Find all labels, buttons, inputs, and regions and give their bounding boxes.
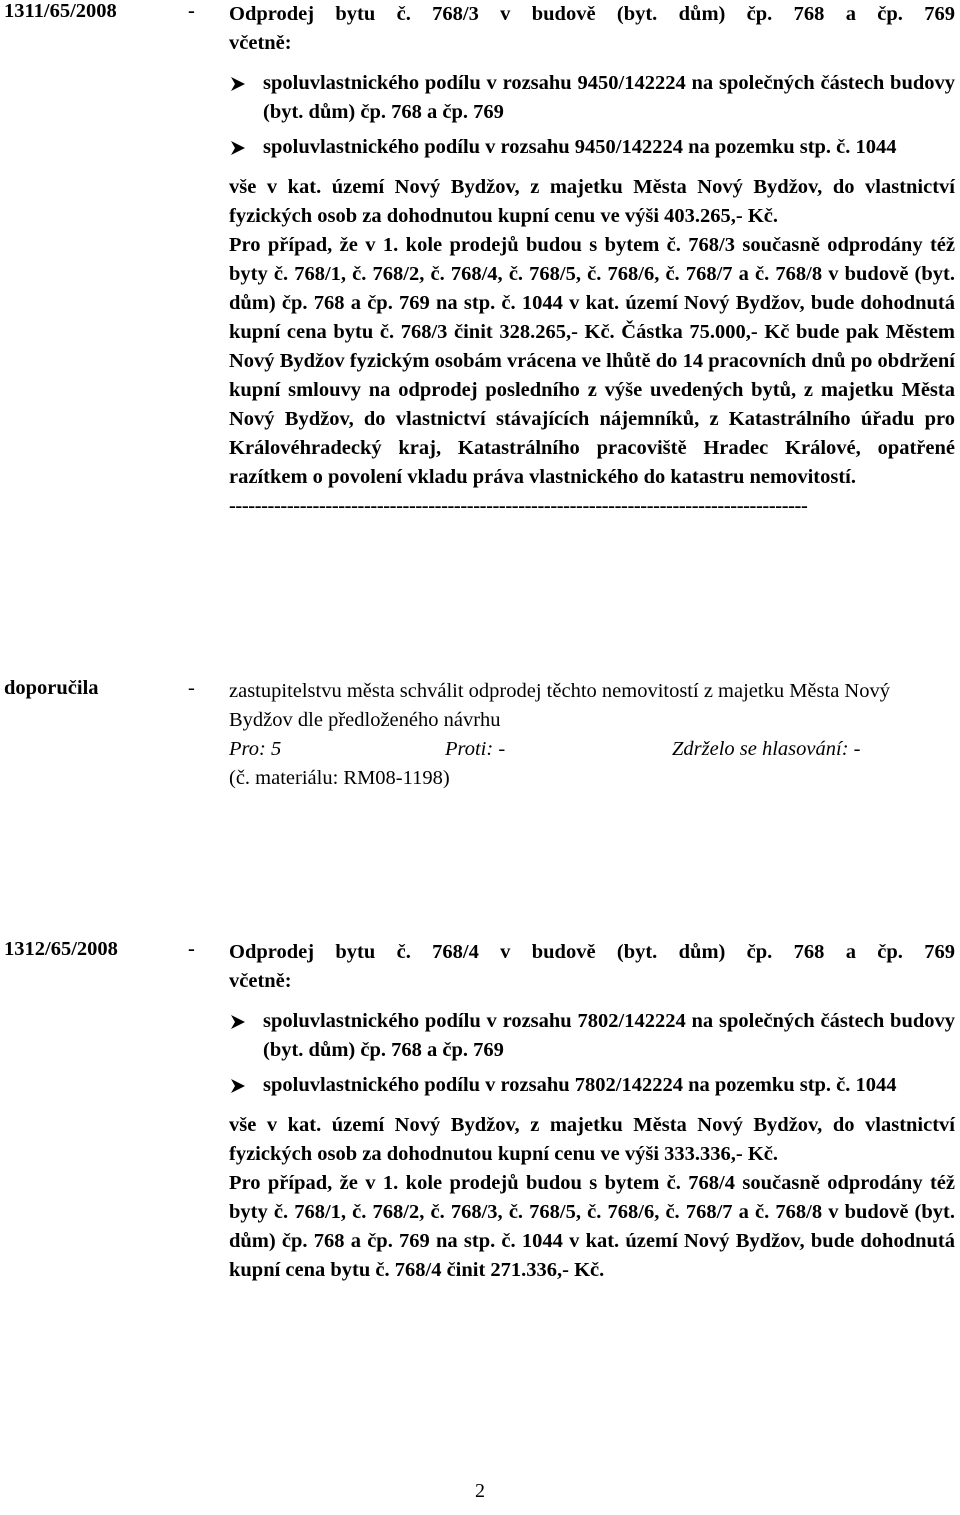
resolution-paragraph: Pro případ, že v 1. kole prodejů budou s bytem č. 768/4 současně odprodány též byty č. 768/1, č. 768/2, č. 768/3, č. 768/5, č. 768/6, č. 768/7 a č. 768/8 v budově (byt. dům) čp. 768 a čp. 769 na stp. č. 1044 v kat. území Nový Bydžov, bude dohodnutá kupní cena bytu č. 768/4 činit 271.336,- Kč. <box>229 1172 955 1281</box>
bullet-text: spoluvlastnického podílu v rozsahu 7802/142224 na pozemku stp. č. 1044 <box>263 1074 897 1096</box>
resolution-paragraph: vše v kat. území Nový Bydžov, z majetku Města Nový Bydžov, do vlastnictví fyzických osob za dohodnutou kupní cenu ve výši 403.265,- Kč. <box>229 176 955 227</box>
resolution-dash: - <box>188 0 195 22</box>
resolution-id: 1311/65/2008 <box>4 0 117 22</box>
bullet-list <box>229 1007 955 1100</box>
arrow-bullet-icon <box>229 1071 247 1100</box>
list-item <box>229 133 955 162</box>
arrow-bullet-icon <box>229 1007 247 1036</box>
resolution-title: Odprodej bytu č. 768/3 v budově (byt. dům) čp. 768 a čp. 769 <box>229 3 955 25</box>
resolution-title-cont: včetně: <box>229 32 292 54</box>
page-number: 2 <box>475 1480 485 1502</box>
resolution-body <box>229 938 955 1285</box>
list-item <box>229 1007 955 1065</box>
vote-zdrzelo: Zdrželo se hlasování: - <box>672 738 861 760</box>
material-number: (č. materiálu: RM08-1198) <box>229 767 450 789</box>
resolution-dash: - <box>188 938 195 960</box>
resolution-title: Odprodej bytu č. 768/4 v budově (byt. dům) čp. 768 a čp. 769 <box>229 941 955 963</box>
recommendation-label: doporučila <box>4 677 99 699</box>
resolution-paragraph: vše v kat. území Nový Bydžov, z majetku Města Nový Bydžov, do vlastnictví fyzických osob za dohodnutou kupní cenu ve výši 333.336,- Kč. <box>229 1114 955 1165</box>
arrow-bullet-icon <box>229 69 247 98</box>
bullet-text: spoluvlastnického podílu v rozsahu 9450/142224 na pozemku stp. č. 1044 <box>263 136 897 158</box>
recommendation-body <box>229 677 955 793</box>
resolution-body <box>229 0 955 521</box>
bullet-text: spoluvlastnického podílu v rozsahu 9450/142224 na společných částech budovy (byt. dům) čp. 768 a čp. 769 <box>263 72 955 123</box>
recommendation-dash: - <box>188 677 195 699</box>
bullet-list <box>229 69 955 162</box>
vote-proti: Proti: - <box>445 738 506 760</box>
vote-pro: Pro: 5 <box>229 738 282 760</box>
resolution-paragraph: Pro případ, že v 1. kole prodejů budou s bytem č. 768/3 současně odprodány též byty č. 768/1, č. 768/2, č. 768/4, č. 768/5, č. 768/6, č. 768/7 a č. 768/8 v budově (byt. dům) čp. 768 a čp. 769 na stp. č. 1044 v kat. území Nový Bydžov, bude dohodnutá kupní cena bytu č. 768/3 činit 328.265,- Kč. Částka 75.000,- Kč bude pak Městem Nový Bydžov fyzickým osobám vrácena ve lhůtě do 14 pracovních dnů po obdržení kupní smlouvy na odprodej posledního z výše uvedených bytů, z majetku Města Nový Bydžov, do vlastnictví stávajících nájemníků, z Katastrálního úřadu pro Královéhradecký kraj, Katastrálního pracoviště Hradec Králové, opatřené razítkem o povolení vkladu práva vlastnického do katastru nemovitostí. <box>229 234 955 488</box>
separator-line: ------------------------------------------------------------------------------------------ <box>229 495 808 517</box>
vote-results <box>229 735 955 764</box>
resolution-title-cont: včetně: <box>229 970 292 992</box>
list-item <box>229 69 955 127</box>
list-item <box>229 1071 955 1100</box>
arrow-bullet-icon <box>229 133 247 162</box>
bullet-text: spoluvlastnického podílu v rozsahu 7802/142224 na společných částech budovy (byt. dům) čp. 768 a čp. 769 <box>263 1010 955 1061</box>
recommendation-text: zastupitelstvu města schválit odprodej těchto nemovitostí z majetku Města Nový Bydžov dle předloženého návrhu <box>229 680 890 731</box>
resolution-id: 1312/65/2008 <box>4 938 118 960</box>
